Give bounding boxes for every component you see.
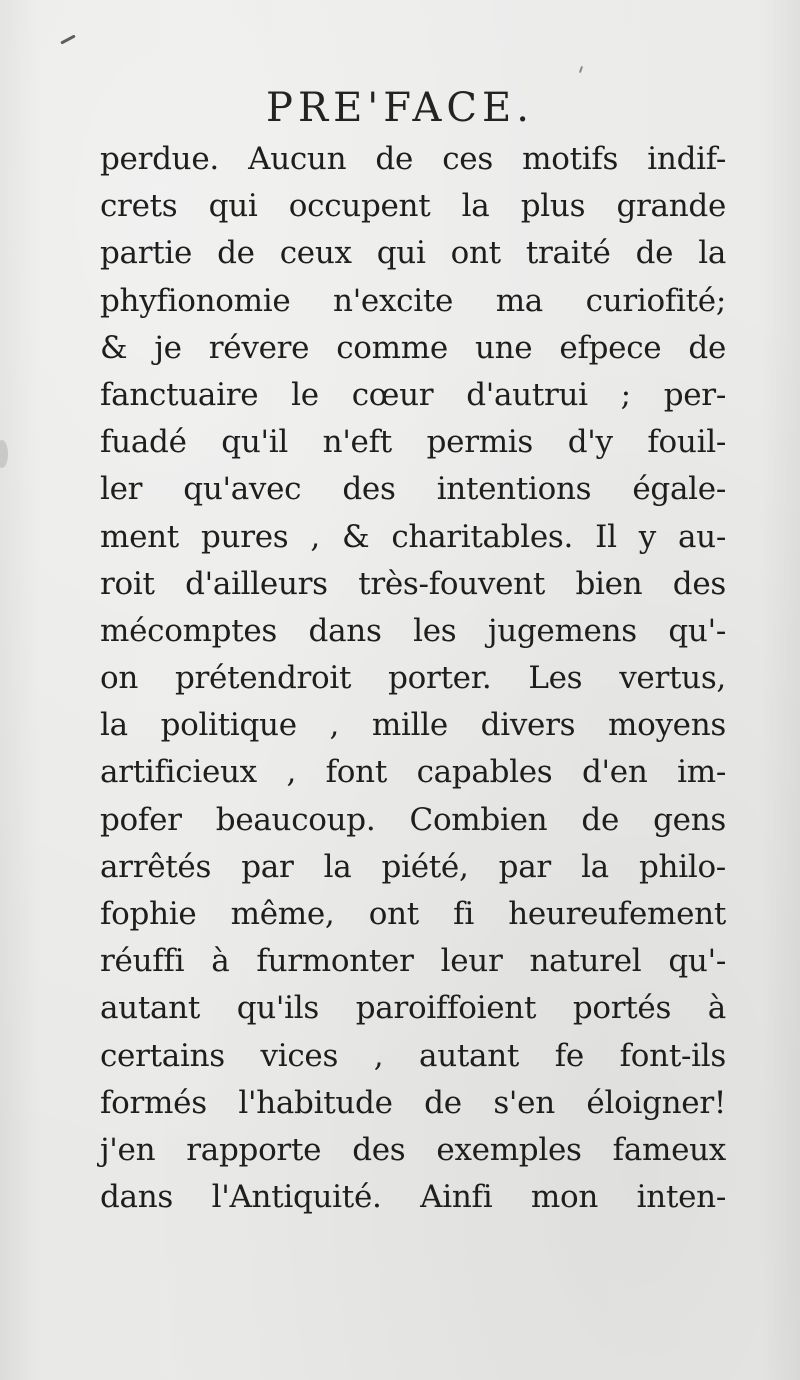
text-line: pofer beaucoup. Combien de gens — [100, 801, 726, 838]
text-line: crets qui occupent la plus grande — [100, 188, 726, 225]
text-line: ment pures , & charitables. Il y au- — [100, 518, 726, 555]
text-line: réuffi à furmonter leur naturel qu'- — [100, 943, 726, 980]
text-line: autant qu'ils paroiffoient portés à — [100, 990, 726, 1027]
running-header: PRE'FACE. — [266, 85, 534, 131]
text-line: j'en rapporte des exemples fameux — [100, 1131, 726, 1168]
text-line: perdue. Aucun de ces motifs indif- — [100, 141, 726, 177]
text-line: on prétendroit porter. Les vertus, — [100, 660, 726, 697]
text-line: mécomptes dans les jugemens qu'- — [100, 612, 726, 649]
text-line: artificieux , font capables d'en im- — [100, 754, 726, 791]
text-line: fuadé qu'il n'eft permis d'y fouil- — [100, 424, 726, 461]
text-line: ler qu'avec des intentions égale- — [100, 471, 726, 508]
text-line: fophie même, ont fi heureufement — [100, 896, 726, 932]
text-line: formés l'habitude de s'en éloigner! — [100, 1084, 726, 1121]
text-line: roit d'ailleurs très-fouvent bien des — [100, 565, 726, 602]
text-line: & je révere comme une efpece de — [100, 329, 726, 366]
ink-speck — [579, 66, 583, 73]
ink-speck — [60, 34, 76, 44]
text-line: la politique , mille divers moyens — [100, 707, 726, 744]
text-line: dans l'Antiquité. Ainfi mon inten- — [100, 1179, 726, 1216]
text-line: fanctuaire le cœur d'autrui ; per- — [100, 376, 726, 413]
text-line: arrêtés par la piété, par la philo- — [100, 848, 726, 885]
body-text — [100, 136, 726, 1221]
text-line: certains vices , autant fe font-ils — [100, 1037, 726, 1074]
text-line: partie de ceux qui ont traité de la — [100, 235, 726, 272]
page-edge-mark — [0, 440, 8, 468]
text-line: phyfionomie n'excite ma curiofité; — [100, 282, 726, 319]
